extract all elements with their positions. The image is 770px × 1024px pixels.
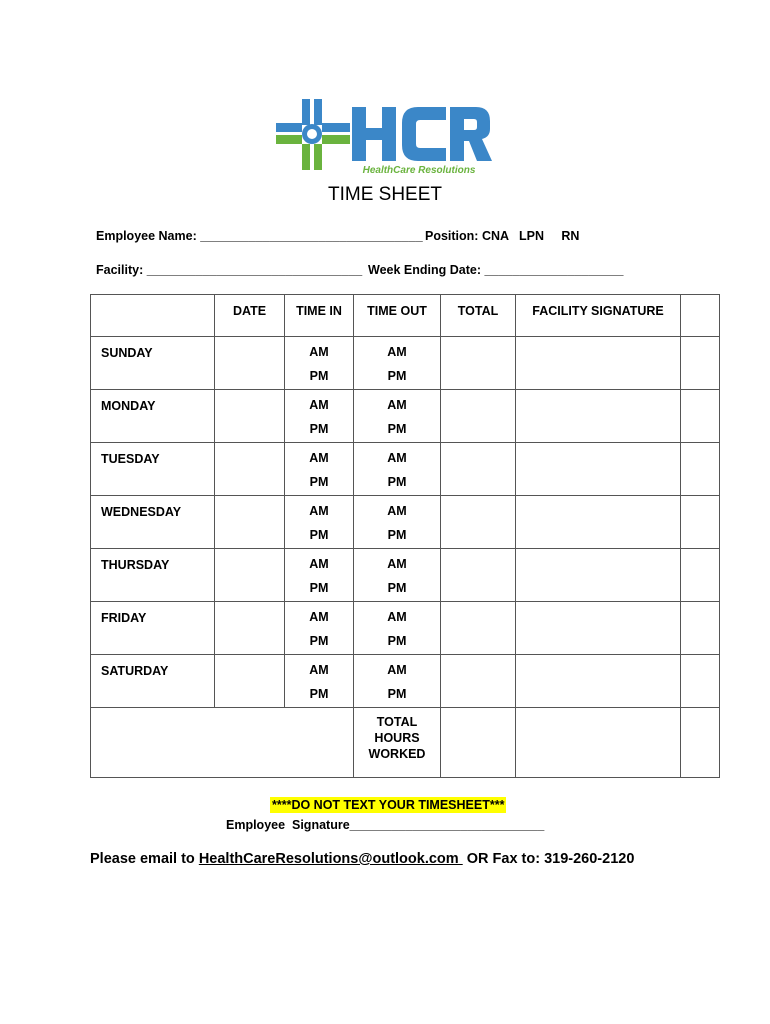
date-cell[interactable] (215, 390, 285, 443)
am-label: AM (387, 398, 407, 412)
pm-label: PM (387, 369, 407, 383)
facility-signature-cell[interactable] (516, 655, 681, 708)
am-label: AM (309, 504, 329, 518)
am-label: AM (387, 504, 407, 518)
total-blank-cell (91, 708, 354, 778)
day-name: SUNDAY (91, 337, 215, 390)
extra-cell (681, 549, 720, 602)
pm-label: PM (387, 634, 407, 648)
total-row (91, 708, 720, 778)
contact-suffix: OR Fax to: 319-260-2120 (462, 851, 635, 867)
am-label: AM (387, 345, 407, 359)
extra-cell (681, 496, 720, 549)
hcr-logo (276, 99, 492, 177)
day-name: FRIDAY (91, 602, 215, 655)
day-name: WEDNESDAY (91, 496, 215, 549)
am-label: AM (387, 610, 407, 624)
pm-label: PM (387, 475, 407, 489)
am-label: AM (309, 663, 329, 677)
time-in-cell[interactable] (285, 602, 354, 655)
total-hours-cell[interactable] (441, 708, 516, 778)
time-out-cell[interactable] (354, 496, 441, 549)
time-in-cell[interactable] (285, 443, 354, 496)
pm-label: PM (309, 422, 329, 436)
pm-label: PM (309, 369, 329, 383)
am-label: AM (309, 398, 329, 412)
time-in-cell[interactable] (285, 496, 354, 549)
email-link[interactable]: HealthCareResolutions@outlook.com (198, 851, 463, 867)
date-cell[interactable] (215, 549, 285, 602)
position-field[interactable]: Position: CNA LPN RN (425, 229, 580, 243)
contact-prefix: Please email to (90, 851, 199, 867)
total-cell[interactable] (441, 496, 516, 549)
day-name: SATURDAY (91, 655, 215, 708)
day-name: TUESDAY (91, 443, 215, 496)
day-name: THURSDAY (91, 549, 215, 602)
table-row (91, 390, 720, 443)
am-label: AM (309, 610, 329, 624)
am-label: AM (309, 557, 329, 571)
time-out-cell[interactable] (354, 602, 441, 655)
header-time-out: TIME OUT (354, 295, 441, 337)
extra-cell (681, 390, 720, 443)
time-out-cell[interactable] (354, 655, 441, 708)
total-hours-label (354, 708, 441, 778)
extra-cell (681, 337, 720, 390)
facility-signature-cell[interactable] (516, 496, 681, 549)
extra-cell (681, 655, 720, 708)
time-out-cell[interactable] (354, 549, 441, 602)
pm-label: PM (309, 581, 329, 595)
am-label: AM (309, 451, 329, 465)
table-header-row (91, 295, 720, 337)
time-sheet-table (90, 294, 720, 778)
facility-signature-cell[interactable] (516, 443, 681, 496)
total-label-line: HOURS (374, 731, 420, 745)
week-ending-field[interactable]: Week Ending Date: ____________________ (368, 263, 624, 277)
no-text-warning: ****DO NOT TEXT YOUR TIMESHEET*** (272, 798, 505, 812)
am-label: AM (309, 345, 329, 359)
total-cell[interactable] (441, 443, 516, 496)
logo-tagline: HealthCare Resolutions (362, 165, 476, 176)
page-title: TIME SHEET (327, 184, 442, 205)
time-in-cell[interactable] (285, 337, 354, 390)
date-cell[interactable] (215, 602, 285, 655)
time-in-cell[interactable] (285, 390, 354, 443)
pm-label: PM (309, 687, 329, 701)
facility-signature-cell[interactable] (516, 390, 681, 443)
total-label-line: TOTAL (376, 715, 418, 729)
time-out-cell[interactable] (354, 390, 441, 443)
pm-label: PM (309, 634, 329, 648)
table-row (91, 549, 720, 602)
date-cell[interactable] (215, 337, 285, 390)
employee-name-field[interactable]: Employee Name: ________________________________ (96, 229, 423, 243)
date-cell[interactable] (215, 496, 285, 549)
contact-line (90, 851, 634, 867)
header-facility-signature: FACILITY SIGNATURE (516, 295, 681, 337)
am-label: AM (387, 663, 407, 677)
am-label: AM (387, 451, 407, 465)
total-cell[interactable] (441, 337, 516, 390)
pm-label: PM (387, 422, 407, 436)
time-in-cell[interactable] (285, 655, 354, 708)
pm-label: PM (309, 475, 329, 489)
extra-cell (681, 602, 720, 655)
time-out-cell[interactable] (354, 337, 441, 390)
pm-label: PM (387, 687, 407, 701)
time-in-cell[interactable] (285, 549, 354, 602)
pm-label: PM (387, 528, 407, 542)
date-cell[interactable] (215, 655, 285, 708)
total-cell[interactable] (441, 549, 516, 602)
total-signature-cell[interactable] (516, 708, 681, 778)
extra-cell (681, 443, 720, 496)
header-extra (681, 295, 720, 337)
table-row (91, 337, 720, 390)
facility-signature-cell[interactable] (516, 337, 681, 390)
total-cell[interactable] (441, 655, 516, 708)
table-row (91, 655, 720, 708)
date-cell[interactable] (215, 443, 285, 496)
pm-label: PM (387, 581, 407, 595)
facility-signature-cell[interactable] (516, 602, 681, 655)
header-day (91, 295, 215, 337)
employee-signature-field[interactable]: Employee Signature____________________________ (226, 818, 545, 832)
facility-signature-cell[interactable] (516, 549, 681, 602)
total-label-line: WORKED (368, 747, 426, 761)
am-label: AM (387, 557, 407, 571)
total-cell[interactable] (441, 390, 516, 443)
time-out-cell[interactable] (354, 443, 441, 496)
total-extra-cell (681, 708, 720, 778)
table-row (91, 496, 720, 549)
facility-field[interactable]: Facility: _______________________________ (96, 263, 363, 277)
day-name: MONDAY (91, 390, 215, 443)
header-time-in: TIME IN (285, 295, 354, 337)
table-row (91, 443, 720, 496)
header-total: TOTAL (441, 295, 516, 337)
total-cell[interactable] (441, 602, 516, 655)
table-row (91, 602, 720, 655)
pm-label: PM (309, 528, 329, 542)
header-date: DATE (215, 295, 285, 337)
